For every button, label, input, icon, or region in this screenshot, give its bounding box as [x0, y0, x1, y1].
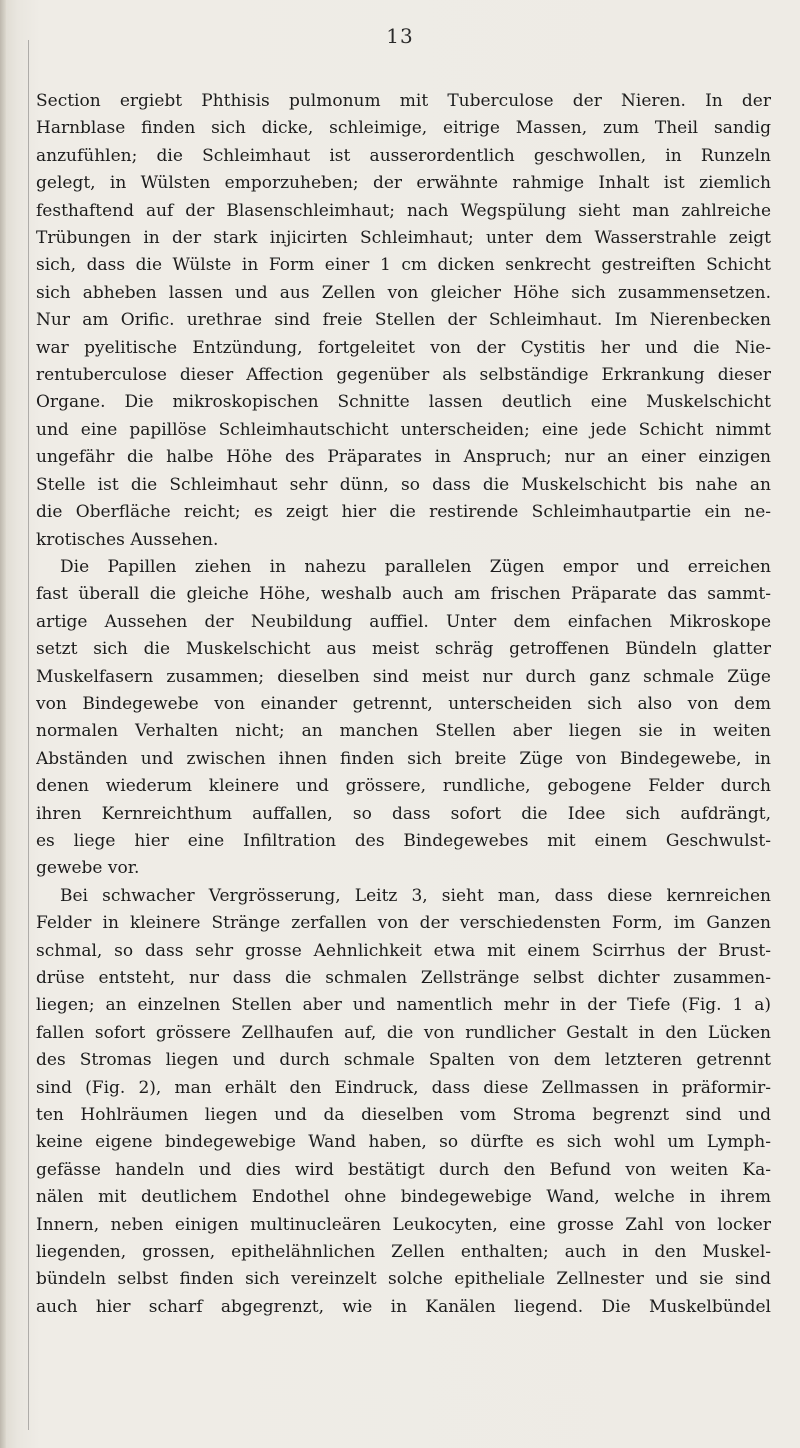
text-line: Die Papillen ziehen in nahezu parallelen Zügen empor und erreichen — [60, 556, 771, 577]
text-line: fast überall die gleiche Höhe, weshalb auch am frischen Präparate das sammt- — [36, 584, 771, 605]
text-line: bündeln selbst finden sich vereinzelt solche epitheliale Zellnester und sie sind — [36, 1269, 771, 1290]
text-line: auch hier scharf abgegrenzt, wie in Kanälen liegend. Die Muskelbündel — [36, 1296, 771, 1317]
page-number: 13 — [386, 24, 414, 48]
text-line: rentuberculose dieser Affection gegenüber als selbständige Erkrankung dieser — [36, 365, 771, 386]
text-line: Abständen und zwischen ihnen finden sich breite Züge von Bindegewebe, in — [36, 748, 771, 769]
text-line: Innern, neben einigen multinucleären Leukocyten, eine grosse Zahl von locker — [36, 1214, 771, 1235]
text-line: Bei schwacher Vergrösserung, Leitz 3, sieht man, dass diese kernreichen — [60, 885, 771, 906]
text-line: die Oberfläche reicht; es zeigt hier die restirende Schleimhautpartie ein ne- — [36, 502, 771, 523]
text-line: Muskelfasern zusammen; dieselben sind meist nur durch ganz schmale Züge — [36, 666, 771, 687]
text-line: liegenden, grossen, epithelähnlichen Zellen enthalten; auch in den Muskel- — [36, 1242, 771, 1263]
text-line: setzt sich die Muskelschicht aus meist schräg getroffenen Bündeln glatter — [36, 639, 771, 660]
text-line: fallen sofort grössere Zellhaufen auf, die von rundlicher Gestalt in den Lücken — [36, 1022, 771, 1043]
text-line: des Stromas liegen und durch schmale Spalten von dem letzteren getrennt — [36, 1050, 771, 1071]
text-line: war pyelitische Entzündung, fortgeleitet von der Cystitis her und die Nie- — [36, 337, 771, 358]
margin-rule — [28, 40, 29, 1430]
text-line: gefässe handeln und dies wird bestätigt durch den Befund von weiten Ka- — [36, 1159, 771, 1180]
text-line: Nur am Orific. urethrae sind freie Stellen der Schleimhaut. Im Nierenbecken — [36, 310, 771, 331]
text-line: von Bindegewebe von einander getrennt, unterscheiden sich also von dem — [36, 693, 771, 714]
text-line: normalen Verhalten nicht; an manchen Stellen aber liegen sie in weiten — [36, 721, 771, 742]
text-line: anzufühlen; die Schleimhaut ist ausserordentlich geschwollen, in Runzeln — [36, 145, 771, 166]
text-line: Trübungen in der stark injicirten Schleimhaut; unter dem Wasserstrahle zeigt — [36, 228, 771, 249]
text-line: drüse entsteht, nur dass die schmalen Zellstränge selbst dichter zusammen- — [36, 968, 771, 988]
text-line: denen wiederum kleinere und grössere, rundliche, gebogene Felder durch — [36, 776, 771, 797]
text-line: Stelle ist die Schleimhaut sehr dünn, so dass die Muskelschicht bis nahe an — [36, 474, 771, 495]
text-line: Organe. Die mikroskopischen Schnitte lassen deutlich eine Muskelschicht — [36, 392, 771, 413]
text-line: ungefähr die halbe Höhe des Präparates in Anspruch; nur an einer einzigen — [36, 447, 771, 468]
text-line: es liege hier eine Infiltration des Bindegewebes mit einem Geschwulst- — [36, 830, 771, 851]
binding-edge — [0, 0, 6, 1448]
text-line: liegen; an einzelnen Stellen aber und namentlich mehr in der Tiefe (Fig. 1 a) — [36, 995, 771, 1016]
text-line: Felder in kleinere Stränge zerfallen von der verschiedensten Form, im Ganzen — [36, 913, 771, 934]
text-line: sich, dass die Wülste in Form einer 1 cm dicken senkrecht gestreiften Schicht — [36, 255, 771, 276]
text-line: ihren Kernreichthum auffallen, so dass sofort die Idee sich aufdrängt, — [36, 803, 771, 824]
text-line: krotisches Aussehen. — [36, 529, 219, 550]
body-text — [36, 88, 771, 1321]
text-line: gelegt, in Wülsten emporzuheben; der erwähnte rahmige Inhalt ist ziemlich — [36, 173, 771, 194]
text-line: sind (Fig. 2), man erhält den Eindruck, dass diese Zellmassen in präformir- — [36, 1077, 771, 1098]
text-line: sich abheben lassen und aus Zellen von gleicher Höhe sich zusammensetzen. — [36, 282, 771, 303]
text-line: artige Aussehen der Neubildung auffiel. Unter dem einfachen Mikroskope — [36, 611, 771, 632]
text-line: schmal, so dass sehr grosse Aehnlichkeit etwa mit einem Scirrhus der Brust- — [36, 940, 771, 961]
text-line: gewebe vor. — [36, 858, 140, 879]
text-line: keine eigene bindegewebige Wand haben, so dürfte es sich wohl um Lymph- — [36, 1132, 771, 1153]
text-line: Section ergiebt Phthisis pulmonum mit Tuberculose der Nieren. In der — [36, 91, 771, 111]
text-line: ten Hohlräumen liegen und da dieselben vom Stroma begrenzt sind und — [36, 1105, 771, 1126]
text-line: und eine papillöse Schleimhautschicht unterscheiden; eine jede Schicht nimmt — [36, 419, 771, 440]
text-line: festhaftend auf der Blasenschleimhaut; nach Wegspülung sieht man zahlreiche — [36, 200, 771, 221]
text-line: Harnblase finden sich dicke, schleimige, eitrige Massen, zum Theil sandig — [36, 118, 771, 139]
text-line: nälen mit deutlichem Endothel ohne bindegewebige Wand, welche in ihrem — [36, 1187, 771, 1208]
